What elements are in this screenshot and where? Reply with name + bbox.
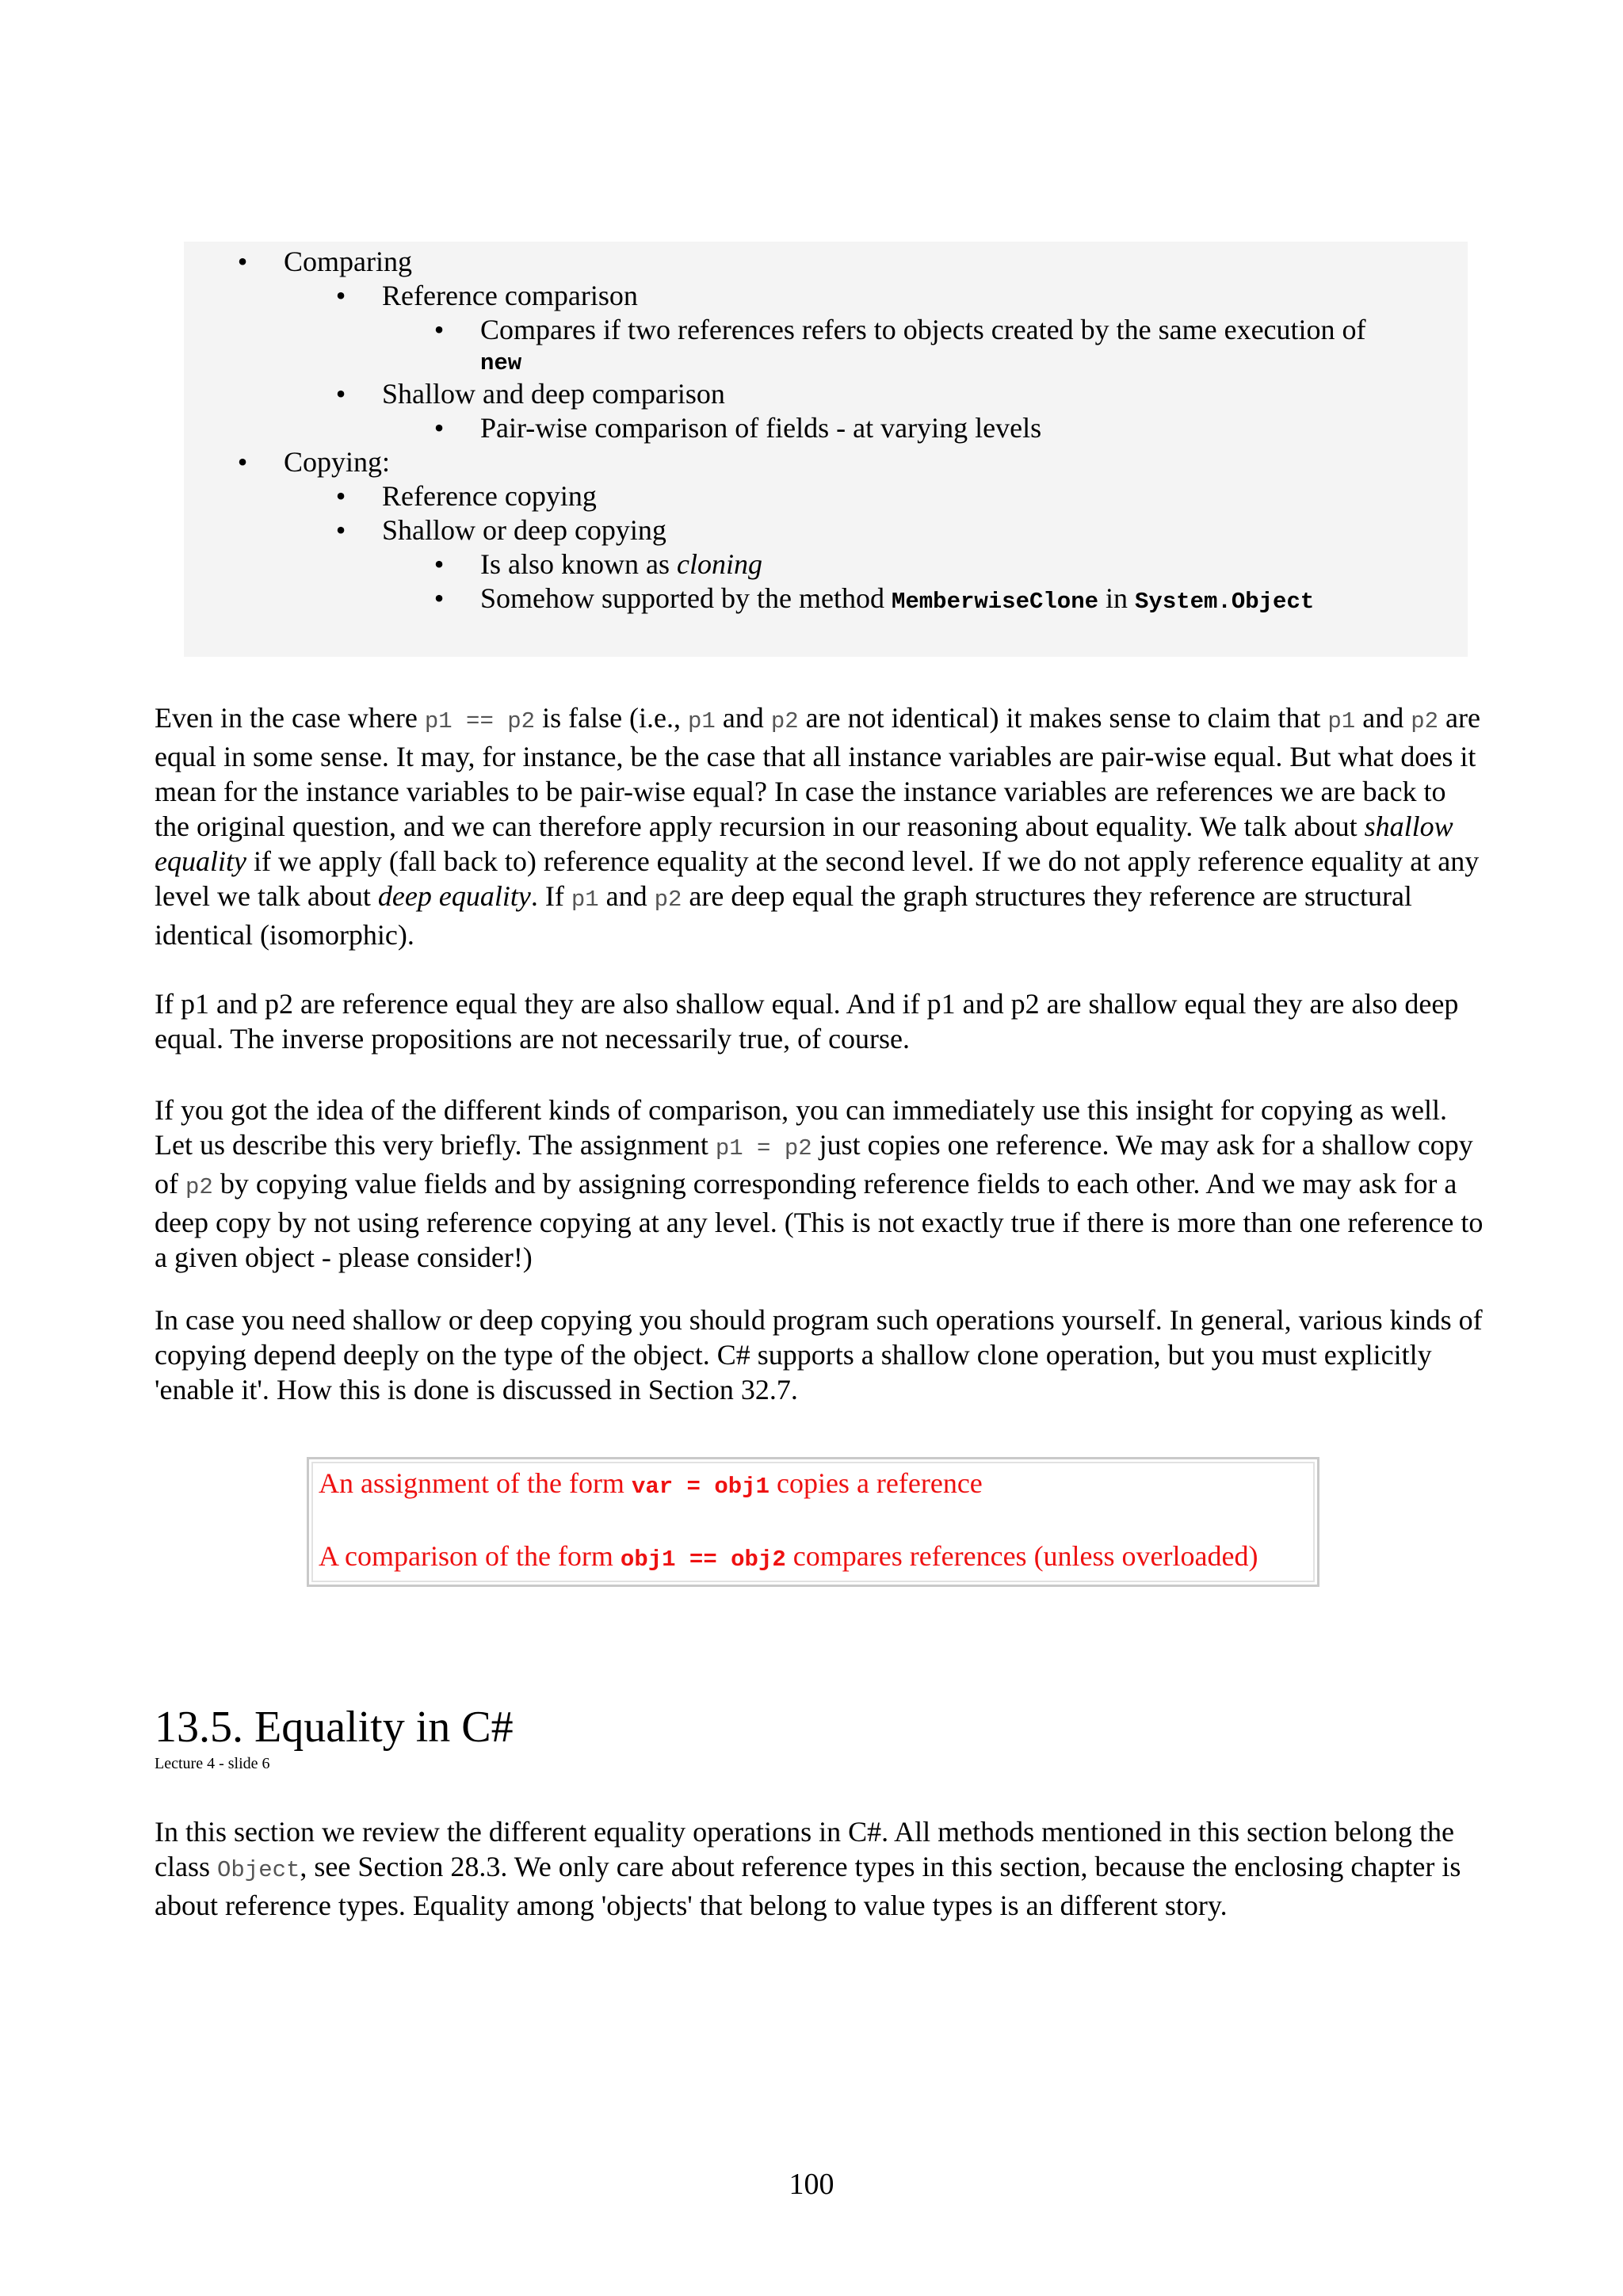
bullet-memberwise-clone: • Somehow supported by the method MemberwiseClone in System.Object [433, 582, 1315, 615]
key-point-comparison: A comparison of the form obj1 == obj2 compares references (unless overloaded) [319, 1540, 1258, 1573]
section-subtitle: Lecture 4 - slide 6 [155, 1755, 270, 1772]
bullet-new-keyword: new [480, 350, 522, 376]
key-point-assignment: An assignment of the form var = obj1 copies a reference [319, 1467, 983, 1500]
paragraph-equality-sense: Even in the case where p1 == p2 is false (i.e., p1 and p2 are not identical) it makes sense to claim that p1 and p2 are equal in some sense. It may, for instance, be the case that all instance variables are pair-wise equal. But what does it mean for the instance variables to be pair-wise equal? In case the instance variables are references we are back to the original question, and we can therefore apply recursion in our reasoning about equality. We talk about shallow equality if we apply (fall back to) reference equality at the second level. If we do not apply reference equality at any level we talk about deep equality. If p1 and p2 are deep equal the graph structures they reference are structural identical (isomorphic). [155, 702, 1480, 951]
bullet-pairwise: • Pair-wise comparison of fields - at varying levels [433, 412, 1042, 444]
paragraph-copying: If you got the idea of the different kinds of comparison, you can immediately use this insight for copying as well. Let us describe this very briefly. The assignment p1 = p2 just copies one reference. We may ask for a shallow copy of p2 by copying value fields and by assigning corresponding reference fields to each other. And we may ask for a deep copy by not using reference copying at any level. (This is not exactly true if there is more than one reference to a given object - please consider!) [155, 1094, 1484, 1273]
paragraph-equality-csharp: In this section we review the different equality operations in C#. All methods mentioned in this section belong the class Object, see Section 28.3. We only care about reference types in this section, because the enclosing chapter is about reference types. Equality among 'objects' that belong to value types is an different story. [155, 1816, 1461, 1921]
paragraph-reference-equal: If p1 and p2 are reference equal they are also shallow equal. And if p1 and p2 are shallow equal they are also deep equal. The inverse propositions are not necessarily true, of course. [155, 988, 1459, 1055]
bullet-copying: • Copying: [237, 446, 391, 478]
paragraph-shallow-deep-program: In case you need shallow or deep copying you should program such operations yourself. In general, various kinds of copying depend deeply on the type of the object. C# supports a shallow clone operation, but you must explicitly 'enable it'. How this is done is discussed in Section 32.7. [155, 1304, 1483, 1405]
bullet-reference-comparison: • Reference comparison [335, 280, 638, 311]
bullet-compares-if: • Compares if two references refers to objects created by the same execution of [433, 314, 1366, 345]
page-number: 100 [789, 2168, 834, 2201]
bullet-shallow-deep-comparison: • Shallow and deep comparison [335, 378, 725, 410]
bullet-shallow-deep-copying: • Shallow or deep copying [335, 514, 666, 546]
key-points-box [307, 1457, 1319, 1587]
bullet-reference-copying: • Reference copying [335, 480, 597, 512]
bullet-cloning: • Is also known as cloning [433, 548, 762, 580]
bullet-comparing: • Comparing [237, 246, 412, 277]
section-title: 13.5. Equality in C# [155, 1703, 514, 1752]
